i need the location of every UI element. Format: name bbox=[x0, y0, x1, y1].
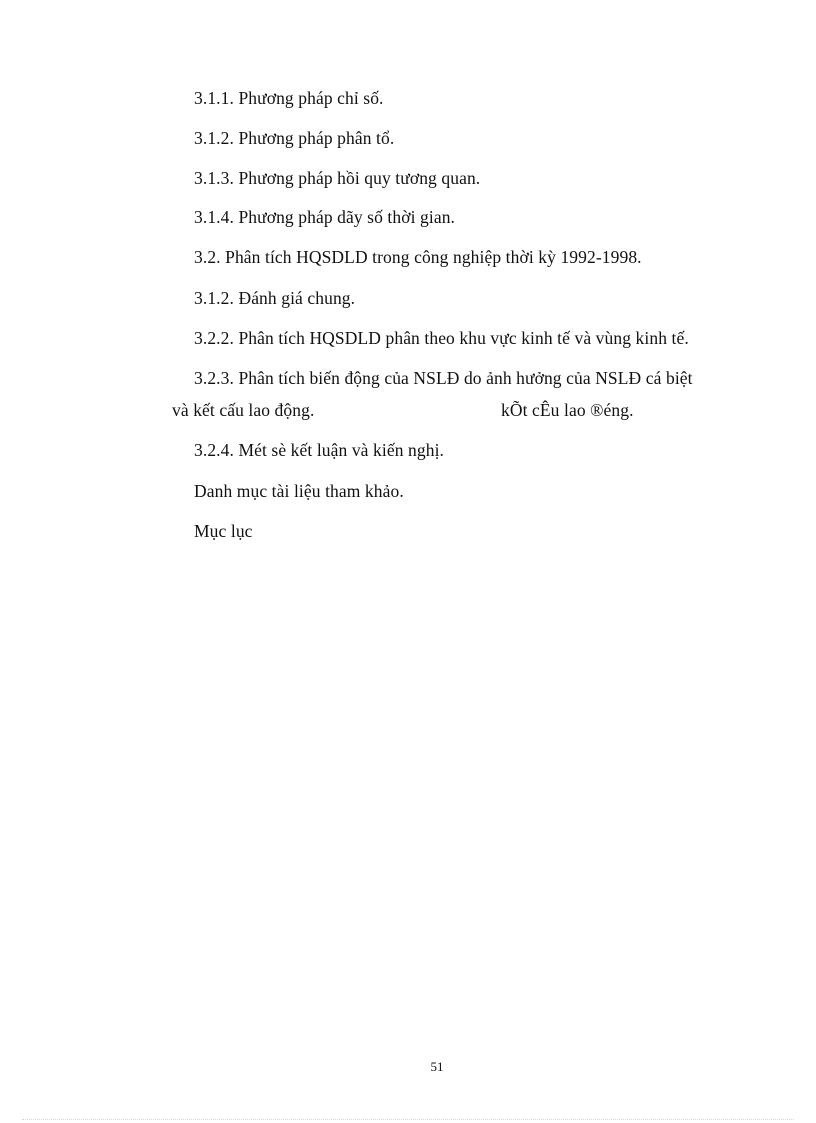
toc-item-3-1-1: 3.1.1. Phương pháp chỉ số. bbox=[194, 88, 384, 108]
toc-item-3-1-3: 3.1.3. Phương pháp hồi quy tương quan. bbox=[194, 168, 481, 188]
toc-item-3-1-2: 3.1.2. Phương pháp phân tổ. bbox=[194, 128, 395, 148]
toc-item-3-2-2: 3.2.2. Phân tích HQSDLD phân theo khu vực kinh tế và vùng kinh tế. bbox=[194, 328, 689, 348]
toc-item-3-2: 3.2. Phân tích HQSDLD trong công nghiệp thời kỳ 1992-1998. bbox=[194, 247, 642, 267]
page-number: 51 bbox=[430, 1059, 444, 1074]
toc-item-3-1-4: 3.1.4. Phương pháp dãy số thời gian. bbox=[194, 207, 456, 227]
toc-item-3-2-3: 3.2.3. Phân tích biến động của NSLĐ do ảnh hưởng của NSLĐ cá biệt bbox=[194, 368, 693, 388]
toc-item-garbled-text: kÕt cÊu lao ®éng. bbox=[501, 400, 634, 420]
toc-item-3-2-4: 3.2.4. Mét sè kết luận và kiến nghị. bbox=[194, 440, 445, 460]
toc-item-references: Danh mục tài liệu tham khảo. bbox=[194, 481, 404, 501]
toc-item-contents: Mục lục bbox=[194, 521, 253, 541]
toc-item-3-2-3-continuation: và kết cấu lao động. bbox=[172, 400, 315, 420]
toc-item-3-1-2-danh-gia: 3.1.2. Đánh giá chung. bbox=[194, 288, 356, 308]
page-bottom-divider bbox=[22, 1119, 794, 1120]
